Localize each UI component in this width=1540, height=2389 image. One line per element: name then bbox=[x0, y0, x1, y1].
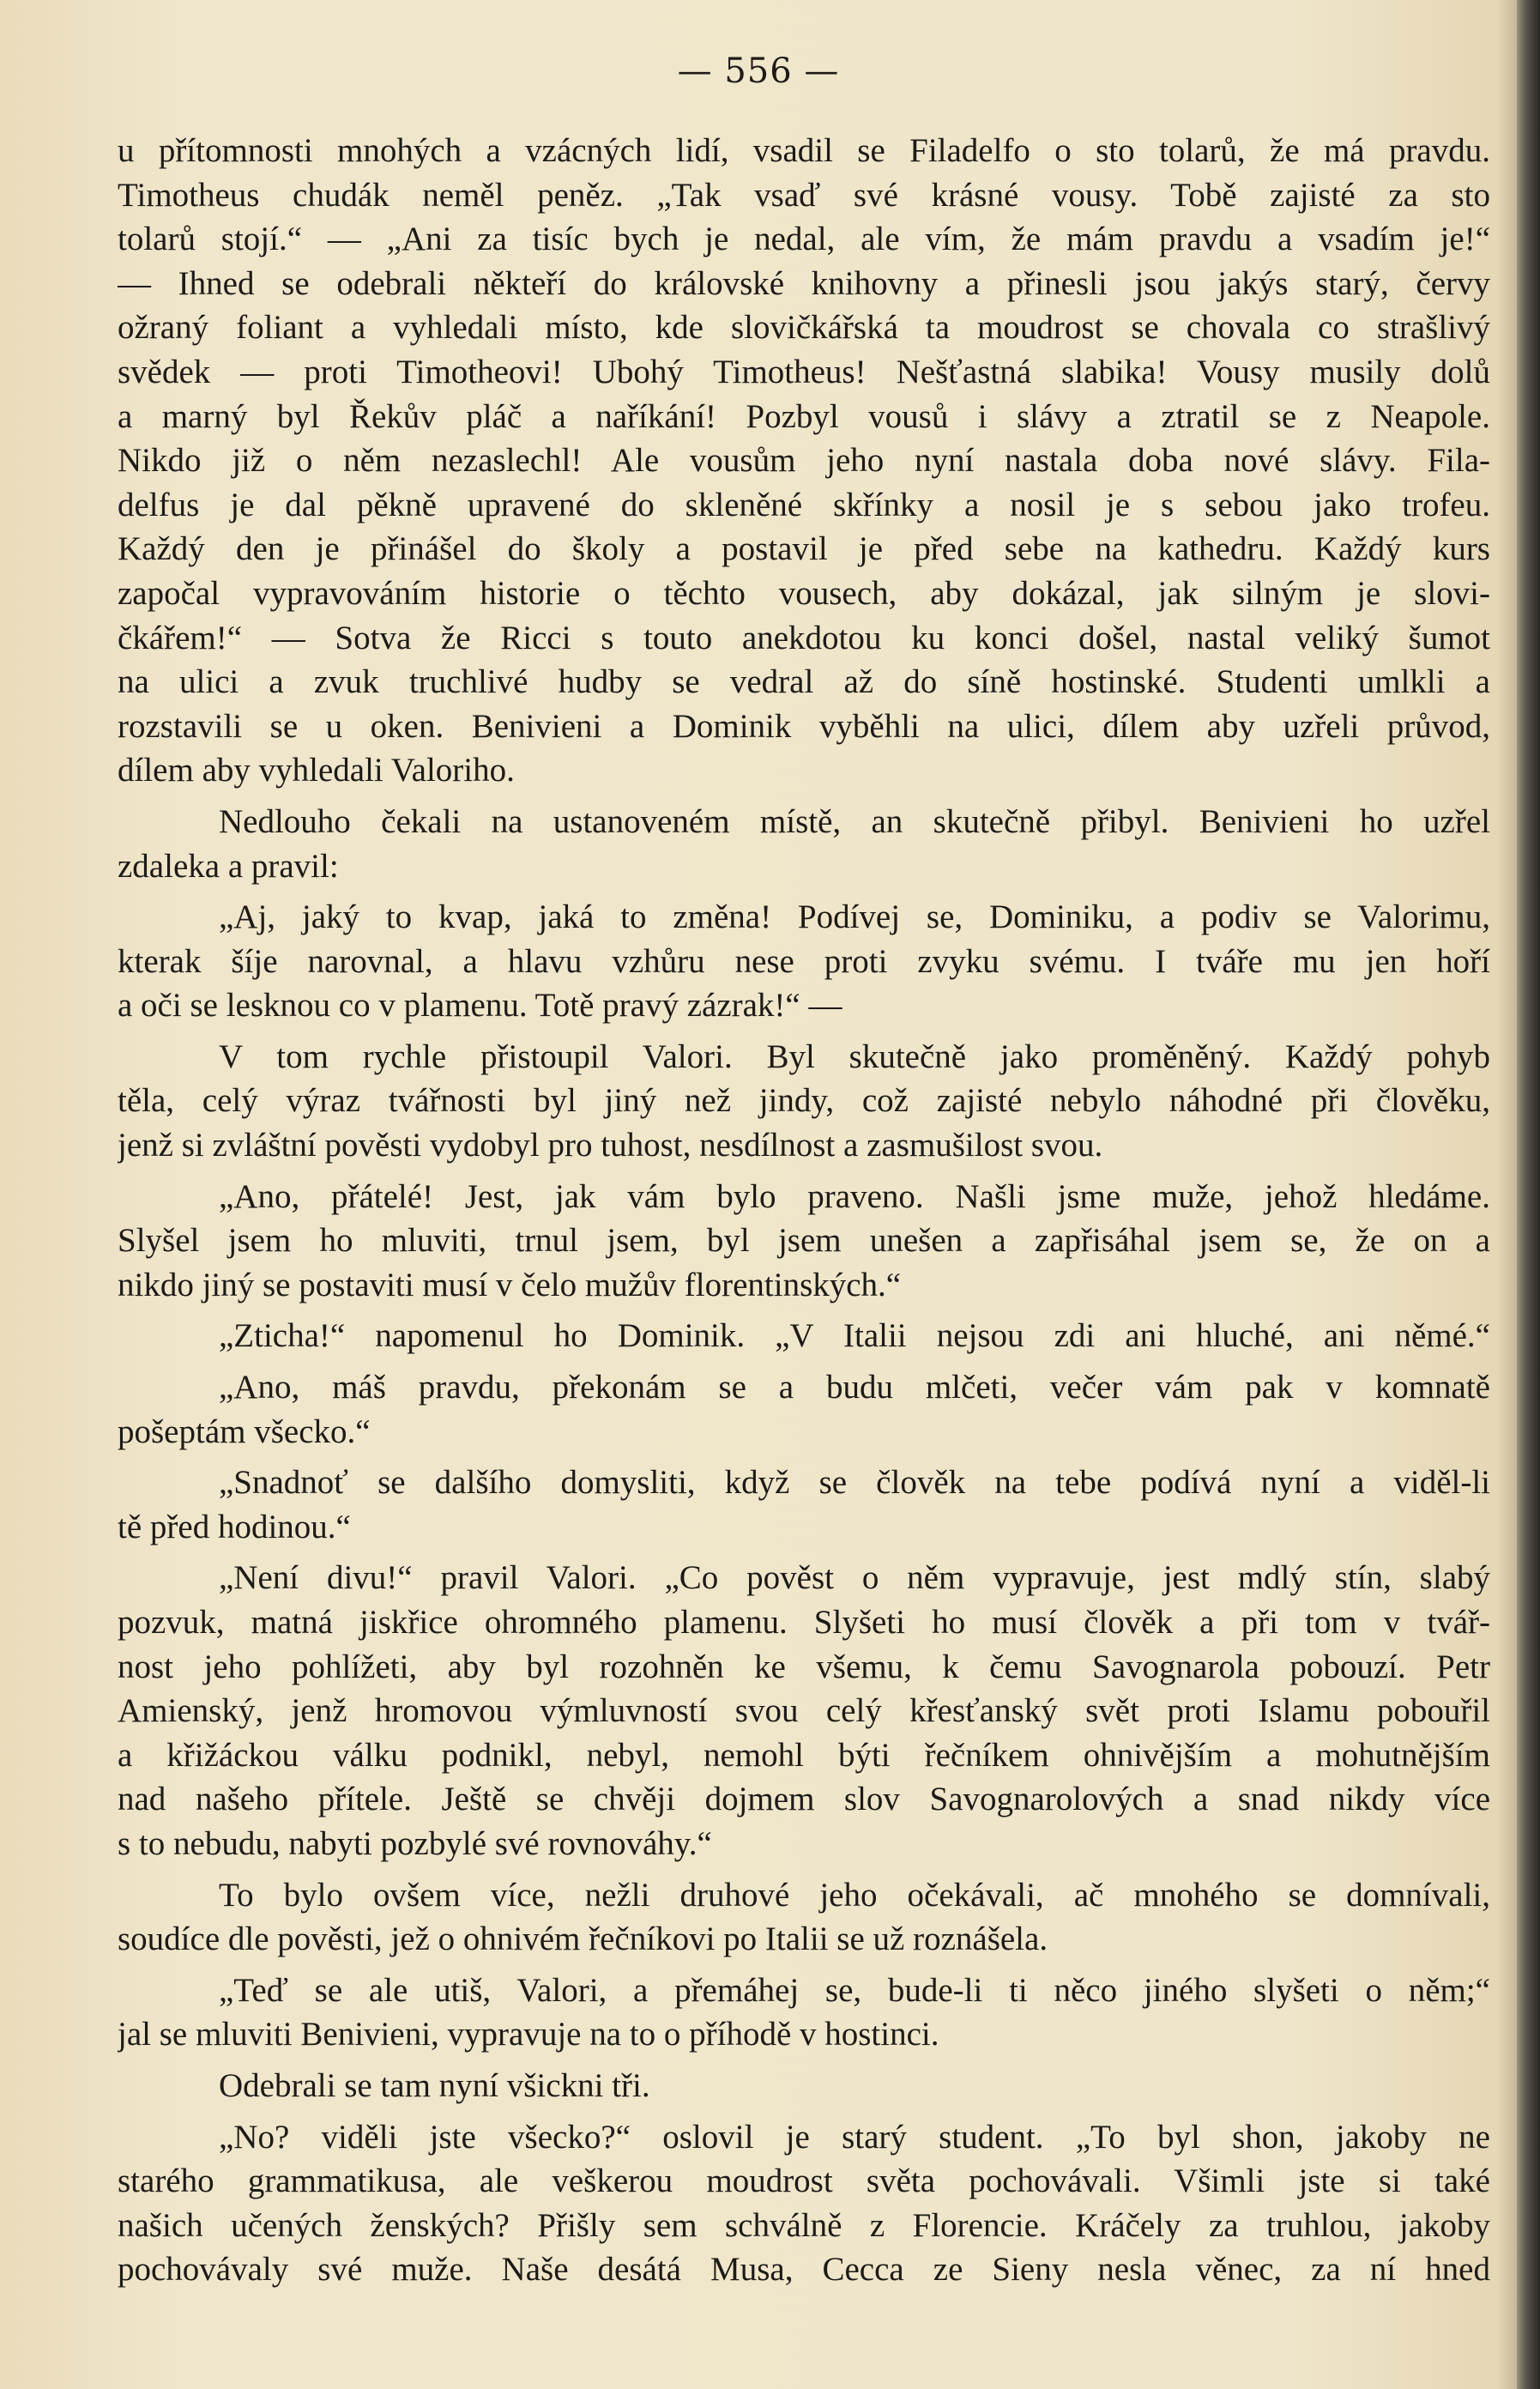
text-line: nad našeho přítele. Ještě se chvěji dojmem slov Savognarolových a snad nikdy více bbox=[118, 1781, 1490, 1818]
text-line: tě před hodinou.“ bbox=[118, 1508, 351, 1545]
text-line: jenž si zvláštní pověsti vydobyl pro tuhost, nesdílnost a zasmušilost svou. bbox=[118, 1127, 1103, 1164]
text-line: „Aj, jaký to kvap, jaká to změna! Podívej se, Dominiku, a podiv se Valorimu, bbox=[219, 898, 1490, 936]
text-line: delfus je dal pěkně upravené do skleněné skřínky a nosil je s sebou jako trofeu. bbox=[118, 486, 1490, 523]
text-line: Timotheus chudák neměl peněz. „Tak vsaď své krásné vousy. Tobě zajisté za sto bbox=[118, 176, 1490, 214]
text-line: Odebrali se tam nyní všickni tři. bbox=[219, 2066, 650, 2104]
paragraph-gap bbox=[118, 2108, 1490, 2115]
text-line: nikdo jiný se postaviti musí v čelo mužův florentinských.“ bbox=[118, 1266, 902, 1303]
page-edge-shadow bbox=[1497, 0, 1517, 2389]
paragraph-gap bbox=[118, 793, 1490, 800]
text-line: Každý den je přinášel do školy a postavil je před sebe na kathedru. Každý kurs bbox=[118, 530, 1490, 568]
text-line: soudíce dle pověsti, jež o ohnivém řečníkovi po Italii se už roznášela. bbox=[118, 1920, 1048, 1958]
text-line: našich učených ženských? Přišly sem schválně z Florencie. Kráčely za truhlou, jakoby bbox=[118, 2206, 1490, 2244]
text-line: Nikdo již o něm nezaslechl! Ale vousům jeho nyní nastala doba nové slávy. Fila- bbox=[118, 442, 1490, 480]
text-line: pošeptám všecko.“ bbox=[118, 1412, 371, 1450]
page-number: — 556 — bbox=[677, 51, 840, 91]
text-line: na ulici a zvuk truchlivé hudby se vedral až do síně hostinské. Studenti umlkli a bbox=[118, 663, 1490, 701]
text-line: s to nebudu, nabyti pozbylé své rovnováhy.“ bbox=[118, 1824, 712, 1862]
body-text bbox=[118, 129, 1490, 2292]
paragraph-gap bbox=[118, 2057, 1490, 2064]
text-line: To bylo ovšem více, nežli druhové jeho očekávali, ač mnohého se domnívali, bbox=[219, 1876, 1490, 1914]
text-line: těla, celý výraz tvářnosti byl jiný než jindy, což zajisté nebylo náhodné při člověku, bbox=[118, 1082, 1490, 1120]
text-line: svědek — proti Timotheovi! Ubohý Timotheus! Nešťastná slabika! Vousy musily dolů bbox=[118, 353, 1490, 390]
text-line: tolarů stojí.“ — „Ani za tisíc bych je nedal, ale vím, že mám pravdu a vsadím je!“ bbox=[118, 221, 1490, 258]
text-line: zdaleka a pravil: bbox=[118, 847, 339, 885]
text-line: „Snadnoť se dalšího domysliti, když se člověk na tebe podívá nyní a viděl-li bbox=[219, 1464, 1490, 1502]
text-line: Slyšel jsem ho mluviti, trnul jsem, byl jsem unešen a zapřisáhal jsem se, že on a bbox=[118, 1222, 1490, 1260]
paragraph-gap bbox=[118, 1358, 1490, 1365]
paragraph-gap bbox=[118, 1962, 1490, 1969]
text-line: čkářem!“ — Sotva že Ricci s touto anekdotou ku konci došel, nastal veliký šumot bbox=[118, 619, 1490, 656]
paragraph-gap bbox=[118, 1028, 1490, 1035]
paragraph-gap bbox=[118, 888, 1490, 895]
text-line: „Zticha!“ napomenul ho Dominik. „V Italii nejsou zdi ani hluché, ani němé.“ bbox=[219, 1317, 1490, 1355]
text-line: kterak šíje narovnal, a hlavu vzhůru nese proti zvyku svému. I tváře mu jen hoří bbox=[118, 942, 1490, 980]
paragraph-gap bbox=[118, 1549, 1490, 1556]
text-line: starého grammatikusa, ale veškerou moudrost světa pochovávali. Všimli jste si také bbox=[118, 2162, 1490, 2200]
text-line: dílem aby vyhledali Valoriho. bbox=[118, 752, 515, 789]
book-gutter bbox=[1517, 0, 1540, 2389]
text-line: pozvuk, matná jiskřice ohromného plamenu. Slyšeti ho musí člověk a při tom v tvář- bbox=[118, 1604, 1490, 1641]
text-line: Amienský, jenž hromovou výmluvností svou celý křesťanský svět proti Islamu pobouřil bbox=[118, 1692, 1490, 1730]
paragraph-gap bbox=[118, 1866, 1490, 1873]
text-line: jal se mluviti Benivieni, vypravuje na to o příhodě v hostinci. bbox=[118, 2016, 939, 2053]
text-line: u přítomnosti mnohých a vzácných lidí, vsadil se Filadelfo o sto tolarů, že má pravdu. bbox=[118, 132, 1490, 169]
text-line: pochovávaly své muže. Naše desátá Musa, Cecca ze Sieny nesla věnec, za ní hned bbox=[118, 2251, 1490, 2289]
text-line: — Ihned se odebrali někteří do královské knihovny a přinesli jsou jakýs starý, červy bbox=[118, 264, 1490, 302]
text-line: V tom rychle přistoupil Valori. Byl skutečně jako proměněný. Každý pohyb bbox=[219, 1037, 1490, 1075]
text-line: rozstavili se u oken. Benivieni a Dominik vyběhli na ulici, dílem aby uzřeli průvod, bbox=[118, 707, 1490, 745]
text-line: „Teď se ale utiš, Valori, a přemáhej se, bude-li ti něco jiného slyšeti o něm;“ bbox=[219, 1971, 1490, 2009]
text-line: „Ano, přátelé! Jest, jak vám bylo praveno. Našli jsme muže, jehož hledáme. bbox=[219, 1177, 1490, 1215]
text-line: „Ano, máš pravdu, překonám se a budu mlčeti, večer vám pak v komnatě bbox=[219, 1369, 1490, 1406]
paragraph-gap bbox=[118, 1307, 1490, 1314]
paragraph-gap bbox=[118, 1454, 1490, 1461]
text-line: Nedlouho čekali na ustanoveném místě, an skutečně přibyl. Benivieni ho uzřel bbox=[219, 802, 1490, 840]
text-line: a křižáckou válku podnikl, nebyl, nemohl býti řečníkem ohnivějším a mohutnějším bbox=[118, 1736, 1490, 1774]
text-line: „Není divu!“ pravil Valori. „Co pověst o něm vypravuje, jest mdlý stín, slabý bbox=[219, 1559, 1490, 1597]
paragraph-gap bbox=[118, 1168, 1490, 1175]
text-line: nost jeho pohlížeti, aby byl rozohněn ke všemu, k čemu Savognarola pobouzí. Petr bbox=[118, 1648, 1490, 1685]
text-line: započal vypravováním historie o těchto vousech, aby dokázal, jak silným je slovi- bbox=[118, 574, 1490, 612]
text-line: a marný byl Řekův pláč a naříkání! Pozbyl vousů i slávy a ztratil se z Neapole. bbox=[118, 397, 1490, 435]
text-line: a oči se lesknou co v plamenu. Totě pravý zázrak!“ — bbox=[118, 987, 842, 1025]
text-line: „No? viděli jste všecko?“ oslovil je starý student. „To byl shon, jakoby ne bbox=[219, 2118, 1490, 2156]
text-line: ožraný foliant a vyhledali místo, kde slovičkářská ta moudrost se chovala co strašlivý bbox=[118, 309, 1490, 347]
